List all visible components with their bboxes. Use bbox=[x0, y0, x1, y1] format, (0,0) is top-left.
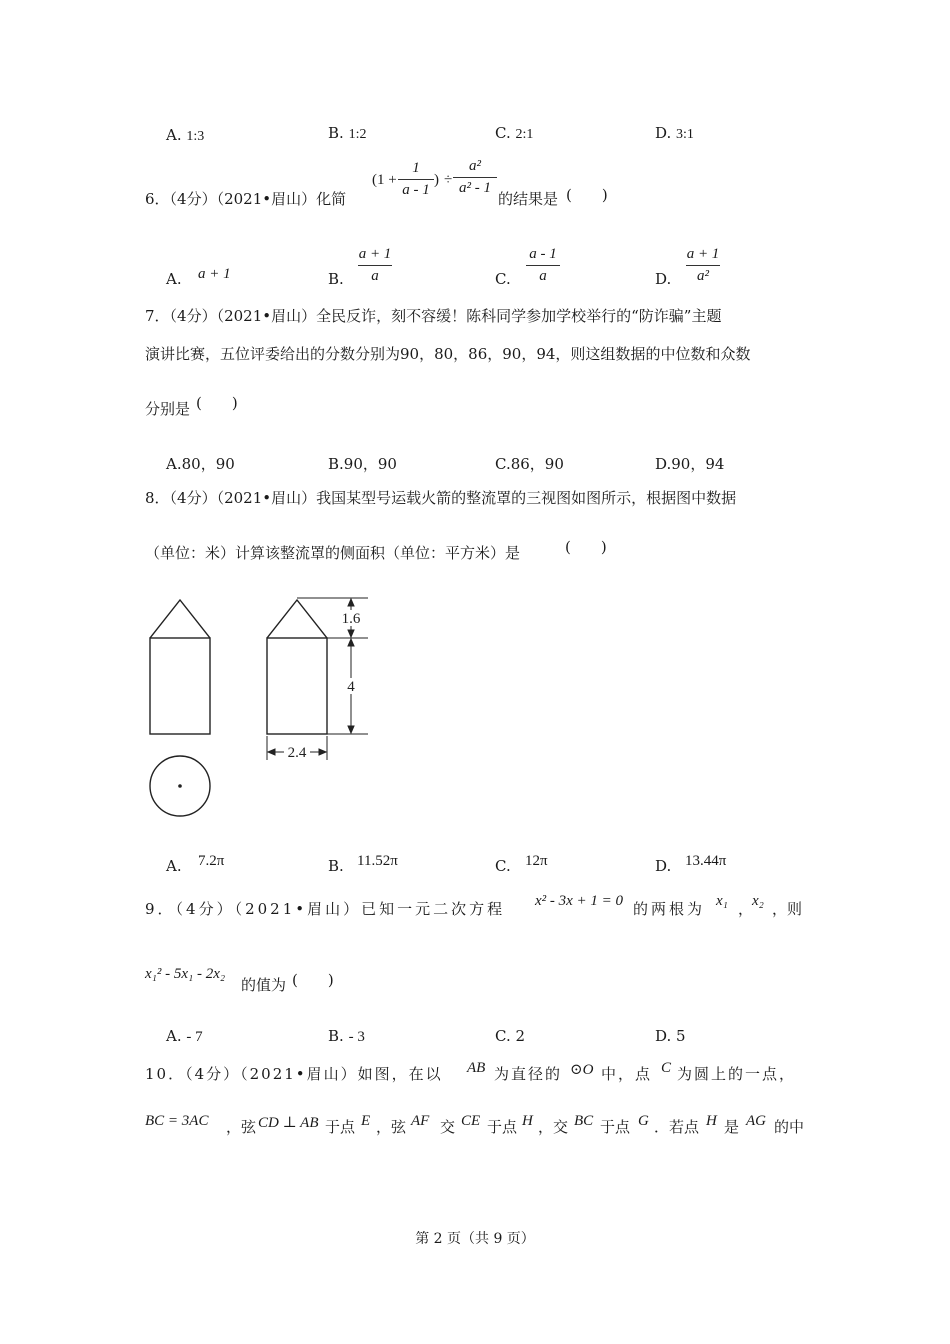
dim-label-top: 1.6 bbox=[341, 611, 361, 627]
q6-option-b-frac: a + 1 a bbox=[358, 246, 392, 284]
dim-label-bottom: 2.4 bbox=[287, 745, 307, 761]
side-view bbox=[267, 600, 327, 734]
q8-option-b-value: 11.52π bbox=[357, 853, 398, 869]
q10-line2-bc: BC bbox=[574, 1113, 594, 1129]
q5-option-c: C. 2:1 bbox=[495, 124, 534, 142]
q6-option-b: B. bbox=[328, 270, 344, 288]
q10-line2-ag: AG bbox=[746, 1113, 766, 1129]
q7-line1: 7．（4分）（2021•眉山）全民反诈，刻不容缓！陈科同学参加学校举行的“防诈骗”主题 bbox=[145, 307, 722, 325]
q6-option-c: C. bbox=[495, 270, 511, 288]
q10-line2-end: 的中 bbox=[774, 1118, 805, 1136]
q10-line2-c: ，弦 bbox=[376, 1118, 407, 1136]
q8-option-d: D. bbox=[655, 857, 672, 875]
q6-expr-frac2: a² a² - 1 bbox=[453, 158, 497, 197]
q6-expr-div: ÷ bbox=[444, 172, 453, 188]
q9-comma: ， bbox=[738, 900, 754, 918]
q10-line1-cc: C bbox=[661, 1060, 672, 1076]
q10-line2-h-pre: ．若点 bbox=[654, 1118, 700, 1136]
q10-line2-shi: 是 bbox=[724, 1118, 740, 1136]
q10-line2-h2: H bbox=[706, 1113, 717, 1129]
q8-option-a: A. bbox=[166, 857, 182, 875]
q6-paren: ( ) bbox=[566, 186, 608, 204]
q6-prefix: 6．（4分）（2021•眉山）化简 bbox=[145, 190, 347, 208]
q10-line2-b: 于点 bbox=[325, 1118, 356, 1136]
q9-mid: 的两根为 bbox=[633, 900, 706, 918]
q10-line2-cd: CD ⊥ AB bbox=[258, 1115, 319, 1131]
q10-line1-c: 中，点 bbox=[601, 1065, 653, 1083]
q6-option-c-frac: a - 1 a bbox=[526, 246, 560, 285]
q6-suffix: 的结果是 bbox=[498, 190, 559, 208]
q7-line3: 分别是 bbox=[145, 400, 191, 418]
q9-option-a: A. - 7 bbox=[166, 1027, 203, 1045]
q6-option-d: D. bbox=[655, 270, 672, 288]
q5-option-d: D. 3:1 bbox=[655, 124, 694, 142]
q5-option-b: B. 1:2 bbox=[328, 124, 367, 142]
q9-expr: x₁² - 5x₁ - 2x₂ bbox=[145, 966, 226, 982]
q10-line2-h: H bbox=[522, 1113, 533, 1129]
q6-expr-frac1: 1 a - 1 bbox=[398, 160, 434, 199]
q7-option-d: D.90，94 bbox=[655, 455, 725, 473]
q10-line2-ce: CE bbox=[461, 1113, 481, 1129]
q8-line1: 8．（4分）（2021•眉山）我国某型号运载火箭的整流罩的三视图如图所示，根据图中数据 bbox=[145, 489, 737, 507]
q6-option-a: A. bbox=[166, 270, 182, 288]
q7-option-c: C.86，90 bbox=[495, 455, 564, 473]
q8-line2: （单位：米）计算该整流罩的侧面积（单位：平方米）是 bbox=[145, 544, 521, 562]
q9-option-b: B. - 3 bbox=[328, 1027, 365, 1045]
q9-suffix: 的值为 bbox=[241, 976, 287, 994]
q8-three-view-figure bbox=[140, 590, 380, 820]
q8-option-c-value: 12π bbox=[525, 853, 548, 869]
q8-option-d-value: 13.44π bbox=[685, 853, 727, 869]
q5-option-a: A. 1:3 bbox=[166, 126, 205, 144]
q7-option-a: A.80，90 bbox=[166, 455, 235, 473]
q10-line1-ab: AB bbox=[467, 1060, 486, 1076]
top-view bbox=[150, 756, 210, 816]
q10-line2-a: ，弦 bbox=[226, 1118, 257, 1136]
q10-line1-b: 为直径的 bbox=[494, 1065, 563, 1083]
q10-line2-d: 交 bbox=[440, 1118, 456, 1136]
q9-equation: x² - 3x + 1 = 0 bbox=[535, 893, 624, 909]
q9-prefix: 9．（4分）（2021•眉山）已知一元二次方程 bbox=[145, 900, 506, 918]
q9-option-c: C. 2 bbox=[495, 1027, 526, 1045]
q10-line2-expr: BC = 3AC bbox=[145, 1113, 209, 1129]
q10-line2-af: AF bbox=[411, 1113, 430, 1129]
q10-line2-f: ，交 bbox=[538, 1118, 569, 1136]
q10-line2-e2: 于点 bbox=[487, 1118, 518, 1136]
q6-option-a-value: a + 1 bbox=[198, 266, 231, 282]
front-view bbox=[150, 600, 210, 734]
page-footer: 第 2 页（共 9 页） bbox=[415, 1231, 535, 1247]
q10-line1-a: 10．（4分）（2021•眉山）如图，在以 bbox=[145, 1065, 443, 1083]
dim-label-side: 4 bbox=[347, 679, 355, 695]
q9-root2: x₂ bbox=[752, 893, 764, 909]
q8-option-b: B. bbox=[328, 857, 344, 875]
q6-expr-rparen: ) bbox=[434, 172, 439, 188]
q10-line2-e: E bbox=[361, 1113, 371, 1129]
q8-paren: ( ) bbox=[565, 538, 607, 556]
q10-line1-d: 为圆上的一点， bbox=[677, 1065, 797, 1083]
q9-paren: ( ) bbox=[292, 971, 334, 989]
q8-option-c: C. bbox=[495, 857, 511, 875]
q7-paren: ( ) bbox=[196, 394, 238, 412]
q7-line2: 演讲比赛，五位评委给出的分数分别为90，80，86，90，94，则这组数据的中位数和众数 bbox=[145, 345, 751, 363]
q6-option-d-frac: a + 1 a² bbox=[686, 246, 720, 284]
q9-root1: x₁ bbox=[716, 893, 728, 909]
q10-line2-g-pre: 于点 bbox=[600, 1118, 631, 1136]
q10-line2-g: G bbox=[638, 1113, 649, 1129]
q8-option-a-value: 7.2π bbox=[198, 853, 225, 869]
q7-option-b: B.90，90 bbox=[328, 455, 397, 473]
q10-line1-o: ⊙O bbox=[570, 1062, 594, 1078]
q9-end: ，则 bbox=[772, 900, 803, 918]
q9-option-d: D. 5 bbox=[655, 1027, 686, 1045]
q6-expr-left: (1 + bbox=[372, 172, 397, 188]
